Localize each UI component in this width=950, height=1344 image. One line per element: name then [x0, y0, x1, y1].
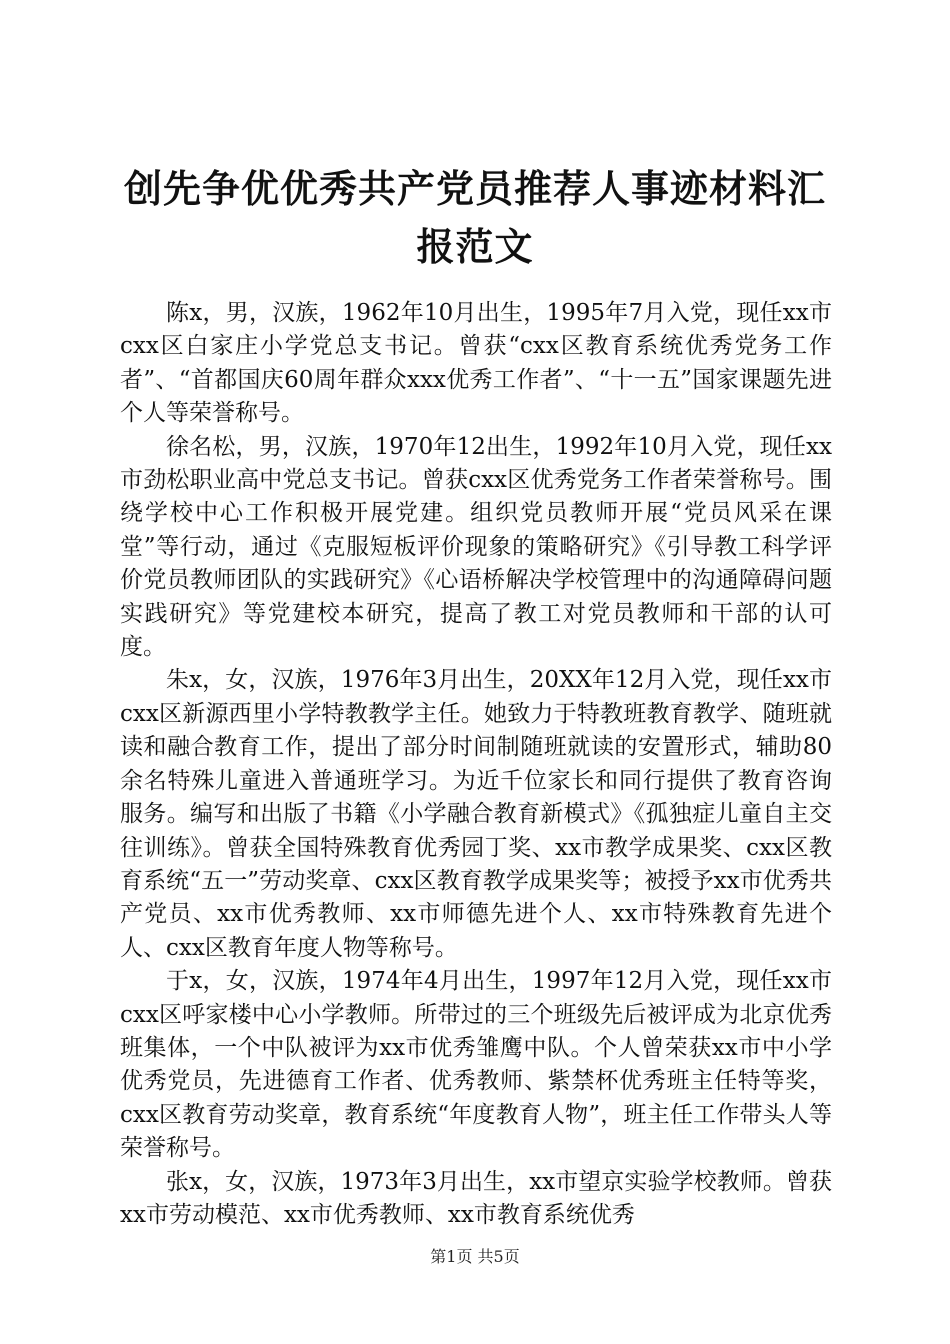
document-body [120, 297, 832, 1232]
document-title: 创先争优优秀共产党员推荐人事迹材料汇报范文 [123, 166, 826, 269]
paragraph-zhu: 朱x，女，汉族，1976年3月出生，20XX年12月入党，现任xx市cxx区新源西里小学特教教学主任。她致力于特教班教育教学、随班就读和融合教育工作，提出了部分时间制随班就读的安置形式，辅助80余名特殊儿童进入普通班学习。为近千位家长和同行提供了教育咨询服务。编写和出版了书籍《小学融合教育新模式》《孤独症儿童自主交往训练》。曾获全国特殊教育优秀园丁奖、xx市教学成果奖、cxx区教育系统“五一”劳动奖章、cxx区教育教学成果奖等；被授予xx市优秀共产党员、xx市优秀教师、xx市师德先进个人、xx市特殊教育先进个人、cxx区教育年度人物等称号。 [120, 667, 832, 961]
paragraph-zhang: 张x，女，汉族，1973年3月出生，xx市望京实验学校教师。曾获xx市劳动模范、xx市优秀教师、xx市教育系统优秀 [120, 1168, 832, 1228]
paragraph-yu: 于x，女，汉族，1974年4月出生，1997年12月入党，现任xx市cxx区呼家楼中心小学教师。所带过的三个班级先后被评成为北京优秀班集体，一个中队被评为xx市优秀雏鹰中队。个人曾荣获xx市中小学优秀党员，先进德育工作者、优秀教师、紫禁杯优秀班主任特等奖，cxx区教育劳动奖章，教育系统“年度教育人物”，班主任工作带头人等荣誉称号。 [120, 968, 832, 1162]
paragraph-xu: 徐名松，男，汉族，1970年12出生，1992年10月入党，现任xx市劲松职业高中党总支书记。曾获cxx区优秀党务工作者荣誉称号。围绕学校中心工作积极开展党建。组织党员教师开展“党员风采在课堂”等行动，通过《克服短板评价现象的策略研究》《引导教工科学评价党员教师团队的实践研究》《心语桥解决学校管理中的沟通障碍问题实践研究》等党建校本研究，提高了教工对党员教师和干部的认可度。 [120, 433, 832, 661]
page-footer: 第1页 共5页 [430, 1247, 520, 1266]
paragraph-chen: 陈x，男，汉族，1962年10月出生，1995年7月入党，现任xx市cxx区白家庄小学党总支书记。曾获“cxx区教育系统优秀党务工作者”、“首都国庆60周年群众xxx优秀工作者”、“十一五”国家课题先进个人等荣誉称号。 [120, 300, 832, 427]
